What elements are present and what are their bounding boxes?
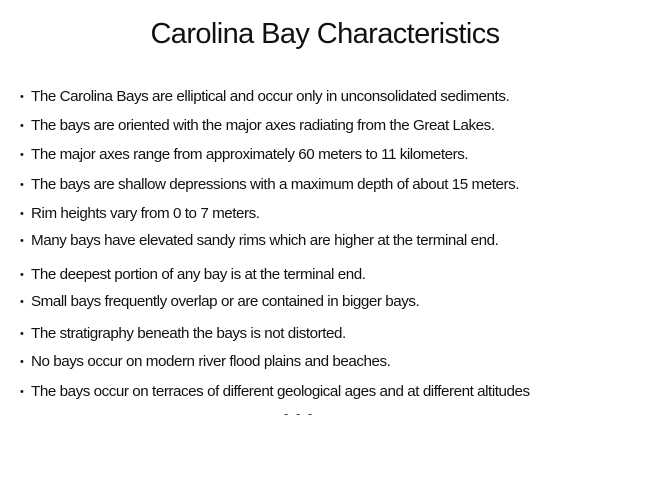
bullet-icon: • [20,328,24,340]
bullet-icon: • [20,179,24,191]
bullet-icon: • [20,386,24,398]
bullet-icon: • [20,269,24,281]
list-item-text: The bays occur on terraces of different geological ages and at different altitudes [31,383,530,400]
list-item-text: Small bays frequently overlap or are contained in bigger bays. [31,293,420,310]
list-item [20,266,366,284]
continuation-dashes: - - - [284,406,315,421]
list-item [20,146,468,164]
bullet-icon: • [20,235,24,247]
bullet-icon: • [20,91,24,103]
list-item [20,232,498,250]
list-item-text: Many bays have elevated sandy rims which are higher at the terminal end. [31,232,499,249]
list-item [20,117,495,135]
list-item-text: The major axes range from approximately 60 meters to 11 kilometers. [31,146,469,163]
list-item [20,325,346,343]
list-item-text: The Carolina Bays are elliptical and occur only in unconsolidated sediments. [31,88,510,105]
bullet-icon: • [20,149,24,161]
list-item-text: No bays occur on modern river flood plains and beaches. [31,353,391,370]
list-item-text: The deepest portion of any bay is at the terminal end. [31,266,366,283]
list-item [20,293,419,311]
bullet-icon: • [20,120,24,132]
list-item [20,383,530,401]
slide-title: Carolina Bay Characteristics [150,18,500,50]
list-item-text: The bays are oriented with the major axes radiating from the Great Lakes. [31,117,495,134]
list-item-text: The stratigraphy beneath the bays is not distorted. [31,325,346,342]
list-item [20,205,260,223]
list-item [20,176,519,194]
list-item [20,353,390,371]
list-item [20,88,509,106]
bullet-icon: • [20,296,24,308]
list-item-text: Rim heights vary from 0 to 7 meters. [31,205,260,222]
bullet-icon: • [20,208,24,220]
list-item-text: The bays are shallow depressions with a maximum depth of about 15 meters. [31,176,520,193]
bullet-icon: • [20,356,24,368]
